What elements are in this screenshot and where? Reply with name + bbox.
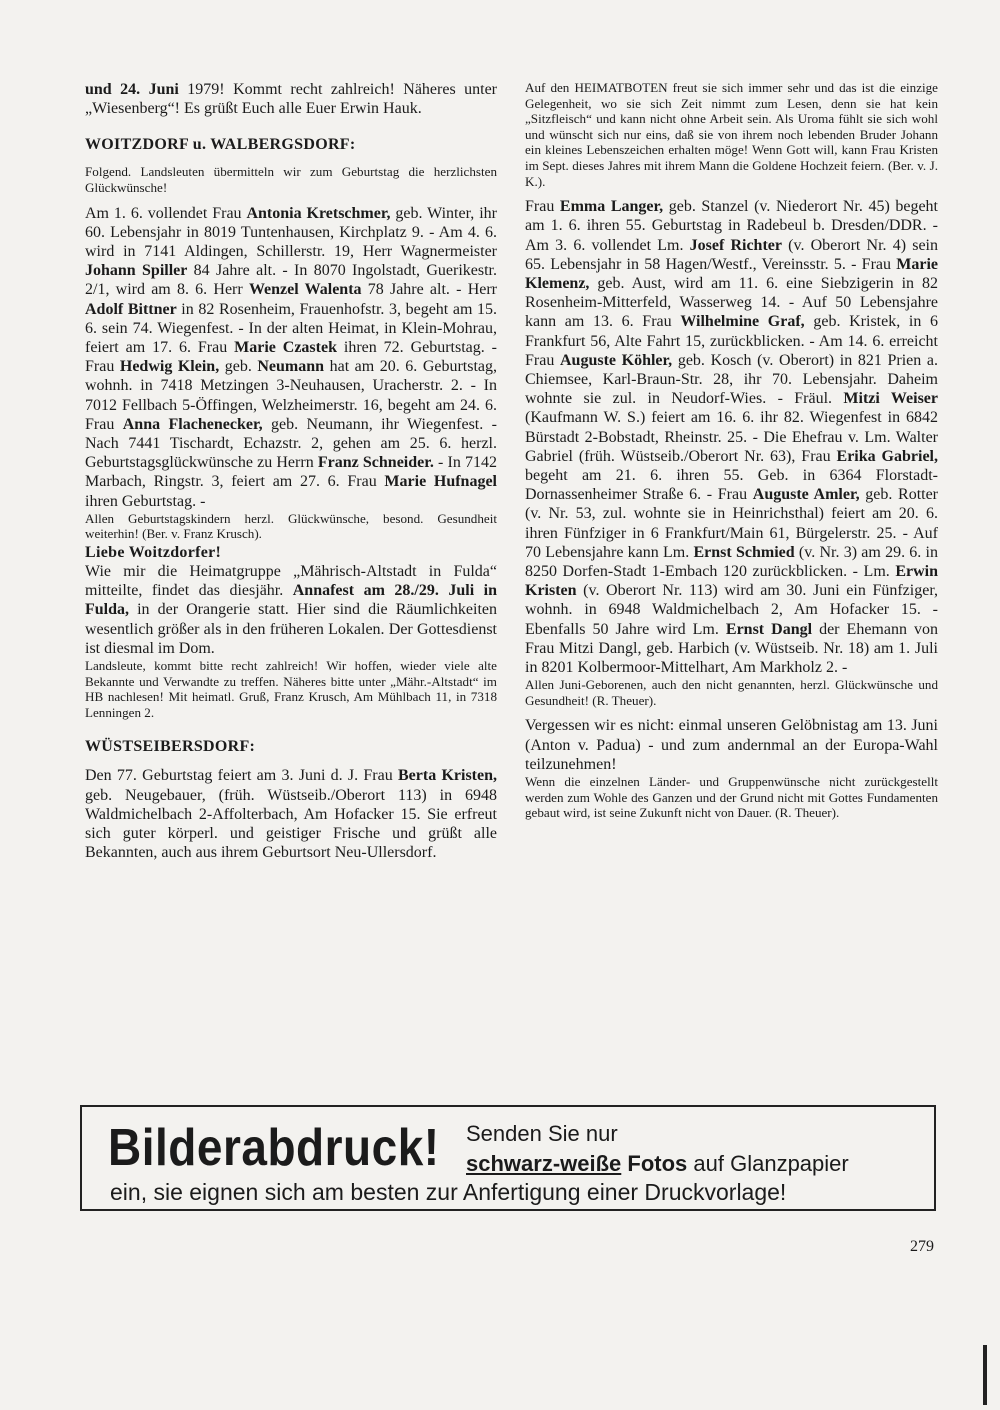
bold-name: Franz Schneider. [317, 454, 434, 472]
woitzdorf-birthdays: Am 1. 6. vollendet Frau Antonia Kretschmer, geb. Winter, ihr 60. Lebensjahr in 8019 Tuntenhausen, Kirchplatz 9. - Am 4. 6. wird in 7141 Aldingen, Schillerstr. 19, Herr Wagnermeister Johann Spiller 84 Jahre alt. - In 8070 Ingolstadt, Guerikestr. 2/1, wird am 8. 6. Herr Wenzel Walenta 78 Jahre alt. - Herr Adolf Bittner in 82 Rosenheim, Frauenhofstr. 3, begeht am 15. 6. sein 74. Wiegenfest. - In der alten Heimat, in Klein-Mohrau, feiert am 17. 6. Frau Marie Czastek ihren 72. Geburtstag. - Frau Hedwig Klein, geb. Neumann hat am 20. 6. Geburtstag, wohnh. in 7418 Metzingen 3-Neuhausen, Uracherstr. 2. - In 7012 Fellbach 5-Öffingen, Welzheimerstr. 16, begeht am 24. 6. Frau Anna Flachenecker, geb. Neumann, ihr Wiegenfest. - Nach 7441 Tischardt, Echazstr. 2, gehen am 25. 6. herzl. Geburtstagsglückwünsche zu Herrn Franz Schneider. - In 7142 Marbach, Ringstr. 3, feiert am 27. 6. Frau Marie Hufnagel ihren Geburtstag. - [85, 204, 498, 510]
bold-name: Wenzel Walenta [248, 281, 362, 299]
woitzdorf-closing: Allen Geburtstagskindern herzl. Glückwünsche, besond. Gesundheit weiterhin! (Ber. v. Franz Krusch). [85, 510, 497, 542]
gelobnistag-reminder: Vergessen wir es nicht: einmal unseren Gelöbnistag am 13. Juni (Anton v. Padua) - und zum andernmal an der Europa-Wahl teilzunehmen! [525, 717, 938, 773]
wiesenberg-closing: und 24. Juni 1979! Kommt recht zahlreich! Näheres unter „Wiesenberg“! Es grüßt Euch alle Euer Erwin Hauk. [85, 81, 497, 118]
bold-name: und 24. Juni [85, 81, 179, 98]
bold-name: Marie Klemenz, [525, 255, 938, 292]
heimatbote-paragraph: Auf den HEIMATBOTEN freut sie sich immer sehr und das ist die einzige Gelegenheit, wo sie sich Zeit nimmt zum Lesen, denn sie hat kein „Sitzfleisch“ und kann nicht ohne Arbeit sein. Als Uroma fühlt sie sich wohl und wünscht sich nur eins, daß sie von ihrem noch lebenden Bruder Johann ein kleines Lebenszeichen erhalten möge! Wenn Gott will, kann Frau Kristen im Sept. dieses Jahres mit ihrem Mann die Goldene Hochzeit feiern. (Ber. v. J. K.). [525, 80, 938, 189]
right-column [525, 80, 938, 821]
bold-name: Berta Kristen, [397, 767, 497, 785]
theuer-remark: Wenn die einzelnen Länder- und Gruppenwünsche nicht zurückgestellt werden zum Wohle des Ganzen und der Grund nicht mit Gottes Fundamenten gebaut wird, ist seine Zukunft nicht von Dauer. (R. Theuer). [525, 774, 938, 821]
birthday-list: Frau Emma Langer, geb. Stanzel (v. Niederort Nr. 45) begeht am 1. 6. ihren 55. Geburtstag in Radebeul b. Dresden/DDR. - Am 3. 6. vollendet Lm. Josef Richter (v. Oberort Nr. 4) sein 65. Lebensjahr in 58 Hagen/Westf., Vereinsstr. 5. - Frau Marie Klemenz, geb. Aust, wird am 11. 6. eine Siebzigerin in 82 Rosenheim-Mitterfeld, Wasserweg 14. - Auf 50 Lebensjahre kann am 13. 6. Frau Wilhelmine Graf, geb. Kristek, in 6 Frankfurt 56, Alte Fahrt 15, zurückblicken. - Am 14. 6. erreicht Frau Auguste Köhler, geb. Kosch (v. Oberort) in 821 Prien a. Chiemsee, Karl-Braun-Str. 28, ihr 70. Lebensjahr. Daheim wohnte sie zul. in Neudorf-Wies. - Fräul. Mitzi Weiser (Kaufmann W. S.) feiert am 16. 6. ihr 82. Wiegenfest in 6842 Bürstadt 2-Bobstadt, Rheinstr. 25. - Die Ehefrau v. Lm. Walter Gabriel (früh. Wüstseib./Oberort Nr. 63), Frau Erika Gabriel, begeht am 21. 6. ihren 55. Geb. in 6364 Florstadt-Dornassenheimer Straße 6. - Frau Auguste Amler, geb. Rotter (v. Nr. 53, zul. wohnte sie in Heinrichsthal) feiert am 20. 6. ihren Fünfziger in 6 Frankfurt/Main 61, Bürgelerstr. 25. - Auf 70 Lebensjahre kann Lm. Ernst Schmied (v. Nr. 3) am 29. 6. in 8250 Dorfen-Stadt 1-Embach 120 zurückblicken. - Lm. Erwin Kristen (v. Oberort Nr. 113) wird am 30. Juni ein Fünfziger, wohnh. in 6948 Waldmichelbach 2, Am Hofacker 15. - Ebenfalls 50 Jahre wird Lm. Ernst Dangl der Ehemann von Frau Mitzi Dangl, geb. Harbich (v. Wüstseib. Nr. 18) am 1. Juli in 8201 Kolbermoor-Mittelhart, Am Markholz 2. - [525, 198, 939, 677]
annafest-notice: Wie mir die Heimatgruppe „Mährisch-Altstadt in Fulda“ mitteilte, findet das diesjähr. Annafest am 28./29. Juli in Fulda, in der Orangerie statt. Hier sind die Räumlichkeiten wesentlich größer als in den früheren Lokalen. Der Gottesdienst ist diesmal im Dom. [85, 563, 497, 657]
bold-name: Annafest am 28./29. Juli in Fulda, [85, 582, 497, 619]
bold-name: Ernst Schmied [693, 543, 795, 561]
heading-wuestseibersdorf: WÜSTSEIBERSDORF: [85, 738, 256, 756]
bold-name: Emma Langer, [559, 198, 664, 216]
birthday-closing: Allen Juni-Geborenen, auch den nicht genannten, herzl. Glückwünsche und Gesundheit! (R. Theuer). [525, 677, 938, 708]
bold-name: Hedwig Klein, [119, 358, 220, 376]
banner-glanzpapier-text: auf Glanzpapier [687, 1151, 849, 1176]
bold-name: Johann Spiller [85, 262, 188, 280]
page-number: 279 [910, 1238, 934, 1255]
bold-name: Anna Flachenecker, [122, 415, 263, 433]
bold-name: Wilhelmine Graf, [680, 313, 805, 331]
bold-name: Josef Richter [689, 236, 782, 254]
bold-name: Adolf Bittner [85, 300, 177, 318]
bold-name: Erwin Kristen [525, 563, 938, 600]
banner-fotos-text: Fotos [627, 1151, 688, 1176]
banner-line-2 [466, 1151, 849, 1177]
photo-print-banner [80, 1105, 936, 1211]
bold-name: Auguste Köhler, [559, 351, 673, 369]
left-column [85, 80, 497, 862]
annafest-closing: Landsleute, kommt bitte recht zahlreich! Wir hoffen, wieder viele alte Bekannte und Verwandte zu treffen. Näheres bitte unter „Mähr.-Altstadt“ im HB nachlesen! Mit heimatl. Gruß, Franz Krusch, Am Mühlbach 11, in 7318 Lenningen 2. [85, 658, 497, 720]
bold-name: Antonia Kretschmer, [246, 204, 391, 222]
heading-liebe-woitzdorfer: Liebe Woitzdorfer! [85, 544, 222, 562]
bold-name: Neumann [257, 358, 325, 376]
bold-name: Auguste Amler, [752, 486, 860, 504]
banner-headline: Bilderabdruck! [108, 1118, 440, 1177]
scan-edge-mark [983, 1345, 987, 1405]
wuestseibersdorf-birthday: Den 77. Geburtstag feiert am 3. Juni d. J. Frau Berta Kristen, geb. Neugebauer, (früh. Wüstseib./Oberort 113) in 6948 Waldmichelbach 2-Affolterbach, Am Hofacker 15. Sie erfreut sich guter körperl. und geistiger Frische und grüßt alle Bekannten, auch aus ihrem Geburtsort Neu-Ullersdorf. [85, 767, 497, 862]
banner-line-1: Senden Sie nur [466, 1121, 618, 1146]
woitzdorf-intro: Folgend. Landsleuten übermitteln wir zum Geburtstag die herzlichsten Glückwünsche! [85, 164, 497, 195]
banner-line-3: ein, sie eignen sich am besten zur Anfertigung einer Druckvorlage! [110, 1179, 787, 1205]
bold-name: Marie Hufnagel [384, 473, 498, 491]
bold-name: Mitzi Weiser [843, 390, 938, 408]
bold-name: Ernst Dangl [725, 620, 813, 638]
bold-name: Erika Gabriel, [836, 447, 938, 465]
heading-woitzdorf: WOITZDORF u. WALBERGSDORF: [85, 136, 356, 154]
bold-name: Marie Czastek [234, 339, 337, 357]
banner-bw-text: schwarz-weiße [466, 1151, 622, 1176]
